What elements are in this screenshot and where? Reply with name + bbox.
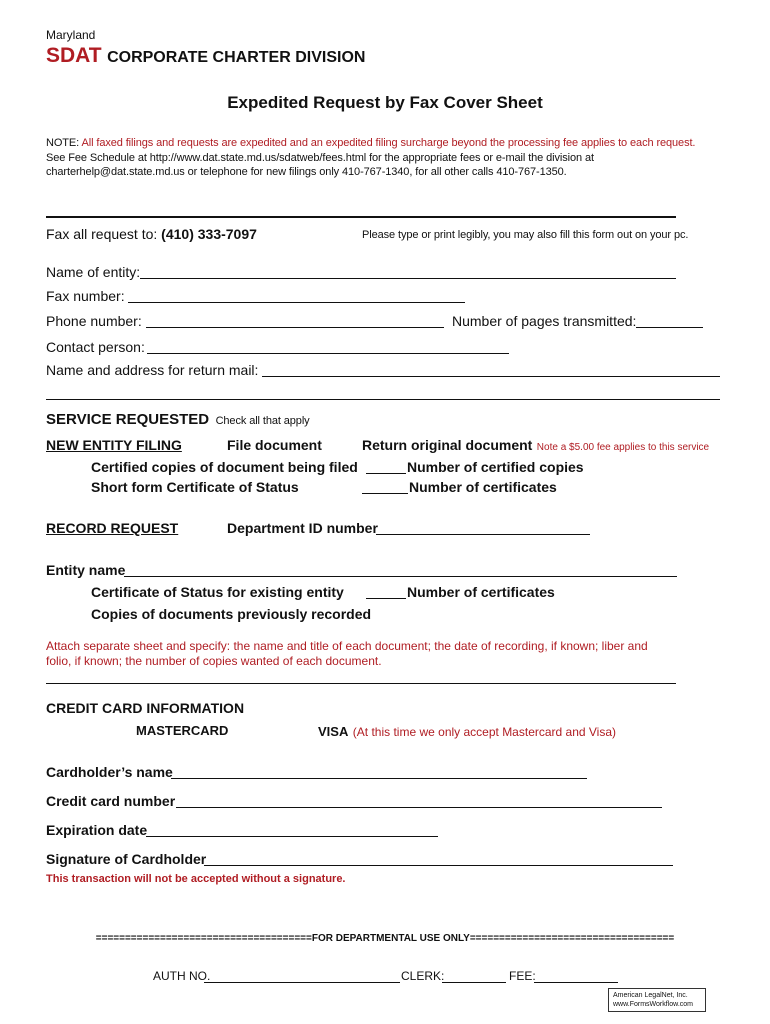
clerk-label: CLERK: [401, 969, 445, 983]
service-heading-row [46, 411, 310, 429]
fax-number-field[interactable] [128, 302, 465, 303]
attach-divider [46, 683, 676, 684]
expiration-date-field[interactable] [146, 836, 438, 837]
departmental-banner [0, 933, 770, 944]
attach-note-line-2: folio, if known; the number of copies wanted of each document. [46, 654, 382, 668]
department-id-field[interactable] [376, 534, 590, 535]
entity-name-field[interactable] [140, 278, 676, 279]
record-num-certificates-label: Number of certificates [407, 584, 555, 600]
return-original-row [362, 437, 709, 455]
credit-card-heading: CREDIT CARD INFORMATION [46, 700, 245, 716]
state-label: Maryland [46, 28, 96, 42]
certified-copies-option[interactable]: Certified copies of document being filed [91, 459, 358, 475]
banner-right: =================================== [469, 933, 675, 944]
short-form-certificate-option[interactable]: Short form Certificate of Status [91, 479, 299, 495]
fax-label: Fax all request to: [46, 226, 158, 242]
mastercard-option[interactable]: MASTERCARD [136, 723, 229, 738]
accept-note: (At this time we only accept Mastercard and Visa) [352, 725, 617, 739]
visa-row [318, 723, 616, 741]
new-entity-filing-label: NEW ENTITY FILING [46, 437, 182, 453]
service-heading: SERVICE REQUESTED [46, 411, 210, 428]
copies-recorded-option[interactable]: Copies of documents previously recorded [91, 606, 372, 622]
cardholder-name-label: Cardholder’s name [46, 764, 173, 780]
visa-option[interactable]: VISA [318, 724, 349, 739]
return-mail-field-line-2[interactable] [46, 399, 720, 400]
watermark-line-1: American LegalNet, Inc. [613, 992, 688, 999]
auth-no-field[interactable] [204, 982, 400, 983]
certificates-count-field[interactable] [362, 493, 408, 494]
entity-name-label: Name of entity: [46, 264, 141, 280]
clerk-field[interactable] [442, 982, 506, 983]
fax-line [46, 226, 257, 242]
watermark-box [608, 988, 706, 1012]
note-red-text: All faxed filings and requests are expedited and an expedited filing surcharge beyond the processing fee applies to each request. [81, 137, 696, 149]
entity-name-record-field[interactable] [124, 576, 677, 577]
signature-warning: This transaction will not be accepted without a signature. [46, 873, 346, 885]
check-all-note: Check all that apply [215, 415, 310, 427]
note-line-3: charterhelp@dat.state.md.us or telephone for new filings only 410-767-1340, for all other calls 410-767-1350. [46, 166, 567, 178]
attach-note-line-1: Attach separate sheet and specify: the name and title of each document; the date of recording, if known; liber and [46, 639, 648, 653]
agency-name: SDAT [46, 44, 102, 67]
note-line-1 [46, 137, 695, 149]
signature-field[interactable] [204, 865, 673, 866]
department-id-label: Department ID number [227, 520, 378, 536]
division-name: CORPORATE CHARTER DIVISION [107, 49, 366, 66]
cardholder-name-field[interactable] [171, 778, 587, 779]
record-certificates-count-field[interactable] [366, 598, 406, 599]
fee-field[interactable] [534, 982, 618, 983]
note-line-2: See Fee Schedule at http://www.dat.state.md.us/sdatweb/fees.html for the appropriate fees or e-mail the division at [46, 152, 594, 164]
file-document-option[interactable]: File document [227, 437, 322, 453]
page-title: Expedited Request by Fax Cover Sheet [227, 93, 543, 112]
phone-number-label: Phone number: [46, 313, 142, 329]
pages-transmitted-field[interactable] [636, 327, 703, 328]
watermark-line-2: www.FormsWorkflow.com [613, 1001, 693, 1008]
certified-copies-count-field[interactable] [366, 473, 406, 474]
num-certified-copies-label: Number of certified copies [407, 459, 584, 475]
card-number-label: Credit card number [46, 793, 176, 809]
num-certificates-label: Number of certificates [409, 479, 557, 495]
agency-header [46, 44, 365, 68]
contact-person-label: Contact person: [46, 339, 145, 355]
phone-number-field[interactable] [146, 327, 444, 328]
fax-number: (410) 333-7097 [161, 226, 257, 242]
fax-instruction: Please type or print legibly, you may also fill this form out on your pc. [362, 229, 689, 241]
pages-transmitted-label: Number of pages transmitted: [452, 313, 637, 329]
return-mail-field[interactable] [262, 376, 720, 377]
record-request-label: RECORD REQUEST [46, 520, 179, 536]
return-fee-note: Note a $5.00 fee applies to this service [536, 442, 710, 453]
card-number-field[interactable] [176, 807, 662, 808]
banner-label: FOR DEPARTMENTAL USE ONLY [311, 933, 470, 944]
auth-no-label: AUTH NO. [153, 969, 211, 983]
expiration-date-label: Expiration date [46, 822, 148, 838]
banner-left: ===================================== [95, 933, 312, 944]
fee-label: FEE: [509, 969, 536, 983]
fax-number-label: Fax number: [46, 288, 125, 304]
signature-label: Signature of Cardholder [46, 851, 207, 867]
return-mail-label: Name and address for return mail: [46, 362, 259, 378]
note-label: NOTE: [46, 137, 80, 149]
divider [46, 216, 676, 218]
contact-person-field[interactable] [147, 353, 509, 354]
certificate-of-status-option[interactable]: Certificate of Status for existing entity [91, 584, 344, 600]
entity-name-record-label: Entity name [46, 562, 126, 578]
return-original-option[interactable]: Return original document [362, 437, 533, 453]
